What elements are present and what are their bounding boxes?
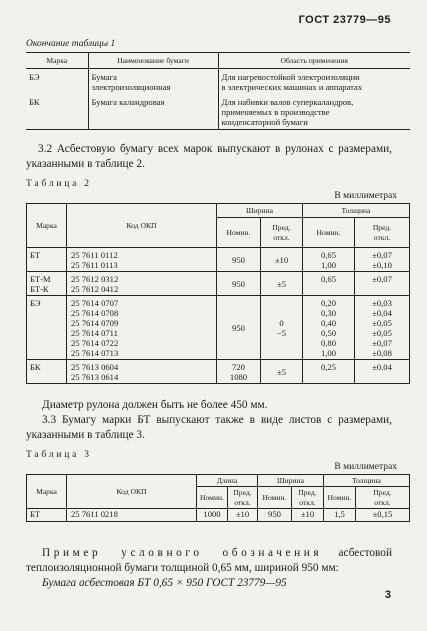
- table2-cell-width-dev: 0 −5: [261, 296, 303, 360]
- table1-cell-mark: БЭ: [29, 72, 40, 82]
- table2-header-thickness: Толщина: [303, 204, 410, 218]
- table2-label: Таблица 2: [26, 179, 92, 189]
- table3-header-thickness: Толщина: [323, 475, 409, 487]
- table3-header-width: Ширина: [257, 475, 323, 487]
- example-designation: Бумага асбестовая БТ 0,65 × 950 ГОСТ 23779—95: [42, 577, 287, 589]
- table2-cell-width-nom: 720 1080: [217, 360, 261, 384]
- table2-header-code: Код ОКП: [67, 204, 217, 248]
- table-row: [27, 272, 410, 296]
- table3-header-dev: Пред. откл.: [227, 487, 257, 509]
- table2-cell-thick-dev: ±0,07: [355, 272, 410, 296]
- table-row: [27, 509, 410, 522]
- table2-cell-mark: БК: [27, 360, 67, 384]
- table2-cell-mark: БТ: [27, 248, 67, 272]
- table3-label: Таблица 3: [26, 450, 92, 460]
- table2-cell-mark: БЭ: [27, 296, 67, 360]
- table3-cell-wid-dev: ±10: [291, 509, 323, 522]
- table2-cell-thick-dev: ±0.04: [355, 360, 410, 384]
- table3-cell-code: 25 7611 0218: [67, 509, 197, 522]
- table1-cell-use: Для нагревостойкой электроизоляции в электрических машинах и аппаратах: [218, 69, 410, 94]
- table1-caption: Окончание таблицы 1: [26, 39, 116, 49]
- table3: [26, 474, 410, 522]
- table1-cell-mark: БК: [26, 94, 88, 130]
- table3-header-mark: Марка: [27, 475, 67, 509]
- table2-cell-thick-nom: 0,20 0,30 0,40 0,50 0,80 1,00: [303, 296, 355, 360]
- table2-header-width-nom: Номин.: [217, 218, 261, 248]
- table2-cell-code: 25 7612 0312 25 7612 0412: [67, 272, 217, 296]
- table2-cell-width-nom: 950: [217, 272, 261, 296]
- table2-header-thick-nom: Номин.: [303, 218, 355, 248]
- table3-header-code: Код ОКП: [67, 475, 197, 509]
- table3-header-dev: Пред. откл.: [291, 487, 323, 509]
- table2-header-width-dev: Пред. откл.: [261, 218, 303, 248]
- table3-header-nom: Номин.: [257, 487, 291, 509]
- table2-cell-width-dev: ±5: [261, 272, 303, 296]
- table1-cell-name: Бумага каландровая: [88, 94, 218, 130]
- table3-unit: В миллиметрах: [334, 462, 397, 472]
- table2-header-width: Ширина: [217, 204, 303, 218]
- table2-cell-width-nom: 950: [217, 248, 261, 272]
- table1-header-name: Наименование бумаги: [88, 53, 218, 69]
- table2-unit: В миллиметрах: [334, 191, 397, 201]
- table1-cell-use: Для набивки валов суперкаландров, применяемых в производстве конденсаторной бумаги: [218, 94, 410, 130]
- table1: [26, 52, 410, 130]
- table-row: [27, 360, 410, 384]
- table1-header-mark: Марка: [26, 53, 88, 69]
- table-row: [27, 248, 410, 272]
- paragraph-3-3: 3.3 Бумагу марки БТ выпускают также в виде листов с размерами, указанными в таблице 3.: [26, 414, 392, 441]
- table3-header-dev: Пред. откл.: [355, 487, 409, 509]
- table2-cell-width-dev: ±10: [261, 248, 303, 272]
- example-paragraph: [26, 546, 392, 576]
- paragraph-3-2: 3.2 Асбестовую бумагу всех марок выпускают в рулонах с размерами, указанными в таблице 2.: [26, 143, 392, 170]
- table3-cell-wid-nom: 950: [257, 509, 291, 522]
- table2-cell-thick-nom: 0,65 1,00: [303, 248, 355, 272]
- table2-header-thick-dev: Пред. откл.: [355, 218, 410, 248]
- document-code-header: ГОСТ 23779—95: [298, 14, 391, 26]
- table1-header-use: Область применения: [218, 53, 410, 69]
- paragraph-roll-diameter: Диаметр рулона должен быть не более 450 мм.: [42, 399, 268, 411]
- table3-header-nom: Номин.: [197, 487, 228, 509]
- table2-cell-thick-nom: 0,25: [303, 360, 355, 384]
- table3-cell-len-nom: 1000: [197, 509, 228, 522]
- table3-cell-mark: БТ: [27, 509, 67, 522]
- table2-cell-thick-dev: ±0,03 ±0,04 ±0,05 ±0,05 ±0,07 ±0,08: [355, 296, 410, 360]
- table2-cell-thick-dev: ±0,07 ±0,10: [355, 248, 410, 272]
- table2-cell-code: 25 7614 0707 25 7614 0708 25 7614 0709 25 7614 0711 25 7614 0722 25 7614 0713: [67, 296, 217, 360]
- table3-cell-th-nom: 1,5: [323, 509, 355, 522]
- page-number: 3: [384, 589, 391, 601]
- table2-cell-width-nom: 950: [217, 296, 261, 360]
- example-spaced-heading: Пример условного обозначения: [42, 547, 323, 559]
- table1-cell-name: Бумага электроизоляционная: [88, 69, 218, 94]
- table-row: [27, 296, 410, 360]
- table2-cell-mark: БТ-М БТ-К: [27, 272, 67, 296]
- table2-cell-code: 25 7613 0604 25 7613 0614: [67, 360, 217, 384]
- table3-header-nom: Номин.: [323, 487, 355, 509]
- table2-cell-thick-nom: 0,65: [303, 272, 355, 296]
- table2-cell-code: 25 7611 0112 25 7611 0113: [67, 248, 217, 272]
- table2-cell-width-dev: ±5: [261, 360, 303, 384]
- table3-header-length: Длина: [197, 475, 258, 487]
- table3-cell-len-dev: ±10: [227, 509, 257, 522]
- table2: [26, 203, 410, 384]
- table2-header-mark: Марка: [27, 204, 67, 248]
- example-text: асбестовой теплоизоляционной бумаги толщиной 0,65 мм, шириной 950 мм:: [26, 547, 392, 574]
- table3-cell-th-dev: ±0,15: [355, 509, 409, 522]
